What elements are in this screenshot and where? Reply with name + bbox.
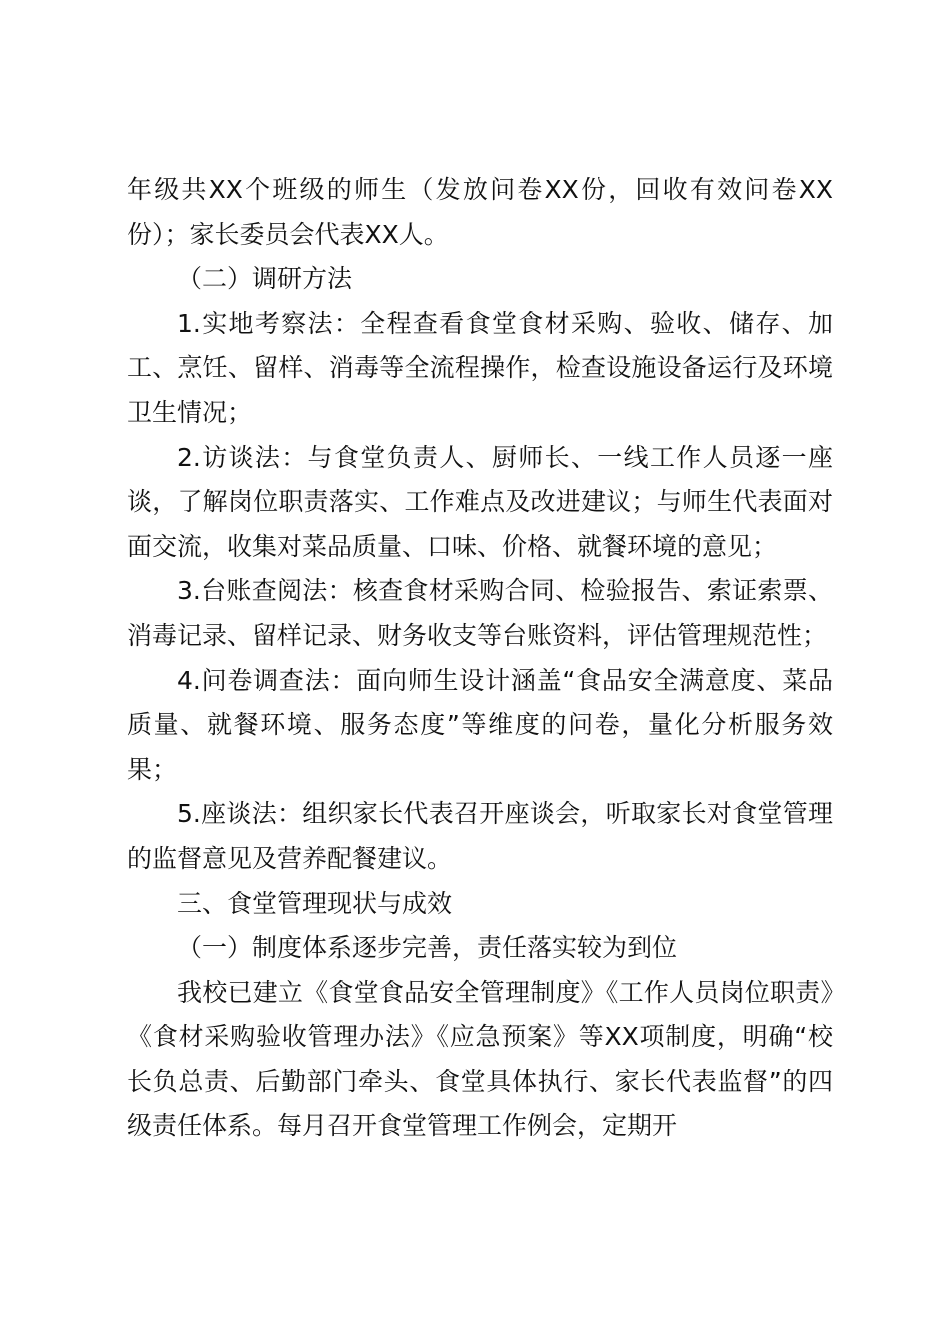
paragraph-method-field-survey: 1.实地考察法：全程查看食堂食材采购、验收、储存、加工、烹饪、留样、消毒等全流程操作，检查设施设备运行及环境卫生情况；	[127, 308, 833, 427]
paragraph-participants: 年级共XX个班级的师生（发放问卷XX份，回收有效问卷XX份）；家长委员会代表XX人。	[127, 175, 833, 249]
paragraph-system-building: 我校已建立《食堂食品安全管理制度》《工作人员岗位职责》《食材采购验收管理办法》《应急预案》等XX项制度，明确“校长负总责、后勤部门牵头、食堂具体执行、家长代表监督”的四级责任体系。每月召开食堂管理工作例会，定期开	[127, 977, 833, 1141]
heading-research-methods: （二）调研方法	[177, 264, 353, 294]
document-body	[127, 168, 833, 1149]
paragraph-method-questionnaire: 4.问卷调查法：面向师生设计涵盖“食品安全满意度、菜品质量、就餐环境、服务态度”等维度的问卷，量化分析服务效果；	[127, 665, 833, 784]
heading-section-three: 三、食堂管理现状与成效	[177, 888, 453, 918]
paragraph-method-ledger-review: 3.台账查阅法：核查食材采购合同、检验报告、索证索票、消毒记录、留样记录、财务收支等台账资料，评估管理规范性；	[127, 576, 833, 650]
paragraph-method-interview: 2.访谈法：与食堂负责人、厨师长、一线工作人员逐一座谈，了解岗位职责落实、工作难点及改进建议；与师生代表面对面交流，收集对菜品质量、口味、价格、就餐环境的意见；	[127, 442, 833, 561]
paragraph-method-symposium: 5.座谈法：组织家长代表召开座谈会，听取家长对食堂管理的监督意见及营养配餐建议。	[127, 799, 833, 873]
heading-subsection-one: （一）制度体系逐步完善，责任落实较为到位	[177, 933, 678, 963]
